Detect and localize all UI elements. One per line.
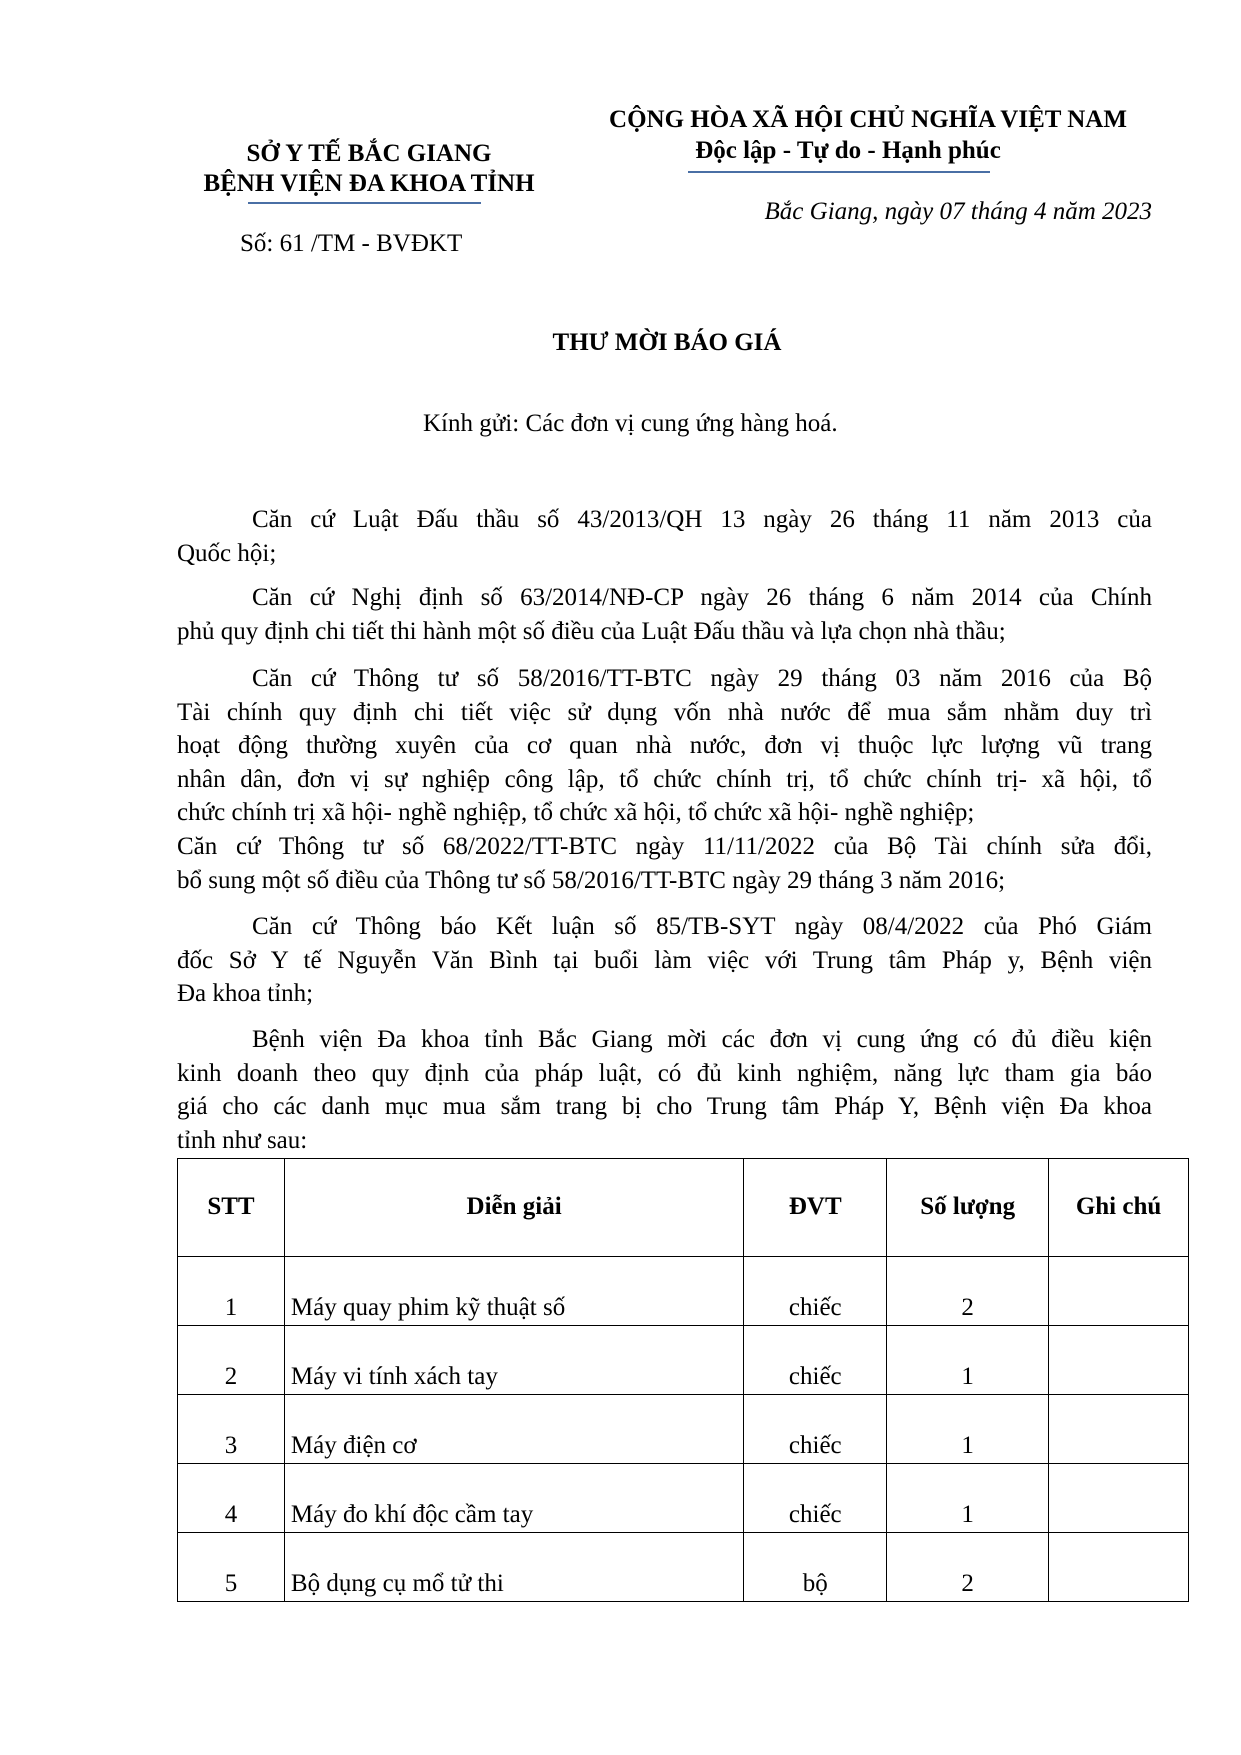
note-cell [1049, 1533, 1189, 1602]
note-cell [1049, 1326, 1189, 1395]
column-header: ĐVT [744, 1159, 887, 1257]
paragraph-line: bổ sung một số điều của Thông tư số 58/2016/TT-BTC ngày 29 tháng 3 năm 2016; [177, 866, 1006, 894]
org-name: BỆNH VIỆN ĐA KHOA TỈNH [203, 170, 535, 197]
paragraph-line: Căn cứ Thông tư số 58/2016/TT-BTC ngày 29 tháng 03 năm 2016 của Bộ [252, 665, 1152, 692]
paragraph-line: kinh doanh theo quy định của pháp luật, có đủ kinh nghiệm, năng lực tham gia báo [177, 1059, 1152, 1087]
paragraph-line: Căn cứ Luật Đấu thầu số 43/2013/QH 13 ngày 26 tháng 11 năm 2013 của [252, 506, 1152, 533]
stt-cell: 1 [178, 1257, 285, 1326]
table-row [178, 1326, 1189, 1395]
description-cell: Máy đo khí độc cầm tay [284, 1464, 743, 1533]
paragraph-line: Đa khoa tỉnh; [177, 980, 314, 1008]
org-parent: SỞ Y TẾ BẮC GIANG [246, 140, 492, 167]
paragraph-line: chức chính trị xã hội- nghề nghiệp, tổ chức xã hội, tổ chức xã hội- nghề nghiệp; [177, 799, 975, 827]
recipient: Kính gửi: Các đơn vị cung ứng hàng hoá. [423, 410, 838, 437]
stt-cell: 2 [178, 1326, 285, 1395]
paragraph-line: đốc Sở Y tế Nguyễn Văn Bình tại buổi làm việc với Trung tâm Pháp y, Bệnh viện [177, 946, 1152, 974]
paragraph-line: nhân dân, đơn vị sự nghiệp công lập, tổ chức chính trị, tổ chức chính trị- xã hội, tổ [177, 765, 1152, 793]
stt-cell: 5 [178, 1533, 285, 1602]
table-row [178, 1257, 1189, 1326]
note-cell [1049, 1257, 1189, 1326]
paragraph-line: tỉnh như sau: [177, 1126, 308, 1154]
paragraph-line: giá cho các danh mục mua sắm trang bị cho Trung tâm Pháp Y, Bệnh viện Đa khoa [177, 1093, 1152, 1121]
unit-cell: chiếc [744, 1257, 887, 1326]
note-cell [1049, 1395, 1189, 1464]
paragraph [177, 1023, 1152, 1157]
paragraph-line: hoạt động thường xuyên của cơ quan nhà nước, đơn vị thuộc lực lượng vũ trang [177, 732, 1152, 760]
paragraph-line: Bệnh viện Đa khoa tỉnh Bắc Giang mời các đơn vị cung ứng có đủ điều kiện [252, 1026, 1152, 1053]
column-header: Số lượng [887, 1159, 1049, 1257]
document-title: THƯ MỜI BÁO GIÁ [552, 329, 782, 356]
column-header: STT [178, 1159, 285, 1257]
quantity-cell: 2 [887, 1533, 1049, 1602]
column-header: Diễn giải [284, 1159, 743, 1257]
table-row [178, 1464, 1189, 1533]
unit-cell: chiếc [744, 1326, 887, 1395]
paragraph [177, 910, 1152, 1011]
paragraph [177, 581, 1152, 648]
nation-title: CỘNG HÒA XÃ HỘI CHỦ NGHĨA VIỆT NAM [609, 106, 1127, 133]
place-date: Bắc Giang, ngày 07 tháng 4 năm 2023 [764, 198, 1152, 225]
column-header: Ghi chú [1049, 1159, 1189, 1257]
quantity-cell: 1 [887, 1464, 1049, 1533]
table-header-row [178, 1159, 1189, 1257]
motto-underline [688, 171, 990, 173]
unit-cell: chiếc [744, 1395, 887, 1464]
table-row [178, 1395, 1189, 1464]
stt-cell: 4 [178, 1464, 285, 1533]
stt-cell: 3 [178, 1395, 285, 1464]
note-cell [1049, 1464, 1189, 1533]
description-cell: Máy quay phim kỹ thuật số [284, 1257, 743, 1326]
paragraph-line: Tài chính quy định chi tiết việc sử dụng vốn nhà nước để mua sắm nhằm duy trì [177, 698, 1152, 726]
motto: Độc lập - Tự do - Hạnh phúc [695, 137, 1001, 164]
description-cell: Bộ dụng cụ mổ tử thi [284, 1533, 743, 1602]
quantity-cell: 1 [887, 1326, 1049, 1395]
paragraph-line: phủ quy định chi tiết thi hành một số điều của Luật Đấu thầu và lựa chọn nhà thầu; [177, 617, 1006, 645]
doc-number: Số: 61 /TM - BVĐKT [240, 230, 463, 257]
quantity-cell: 1 [887, 1395, 1049, 1464]
paragraph-line: Quốc hội; [177, 539, 277, 567]
paragraph [177, 503, 1152, 570]
description-cell: Máy vi tính xách tay [284, 1326, 743, 1395]
quantity-cell: 2 [887, 1257, 1049, 1326]
unit-cell: chiếc [744, 1464, 887, 1533]
paragraph-line: Căn cứ Thông báo Kết luận số 85/TB-SYT ngày 08/4/2022 của Phó Giám [252, 913, 1152, 940]
paragraph-line: Căn cứ Nghị định số 63/2014/NĐ-CP ngày 26 tháng 6 năm 2014 của Chính [252, 584, 1152, 611]
description-cell: Máy điện cơ [284, 1395, 743, 1464]
table-row [178, 1533, 1189, 1602]
unit-cell: bộ [744, 1533, 887, 1602]
items-table [177, 1158, 1189, 1602]
paragraph-line: Căn cứ Thông tư số 68/2022/TT-BTC ngày 11/11/2022 của Bộ Tài chính sửa đổi, [177, 832, 1152, 860]
paragraph [177, 662, 1152, 897]
org-underline [248, 202, 481, 204]
